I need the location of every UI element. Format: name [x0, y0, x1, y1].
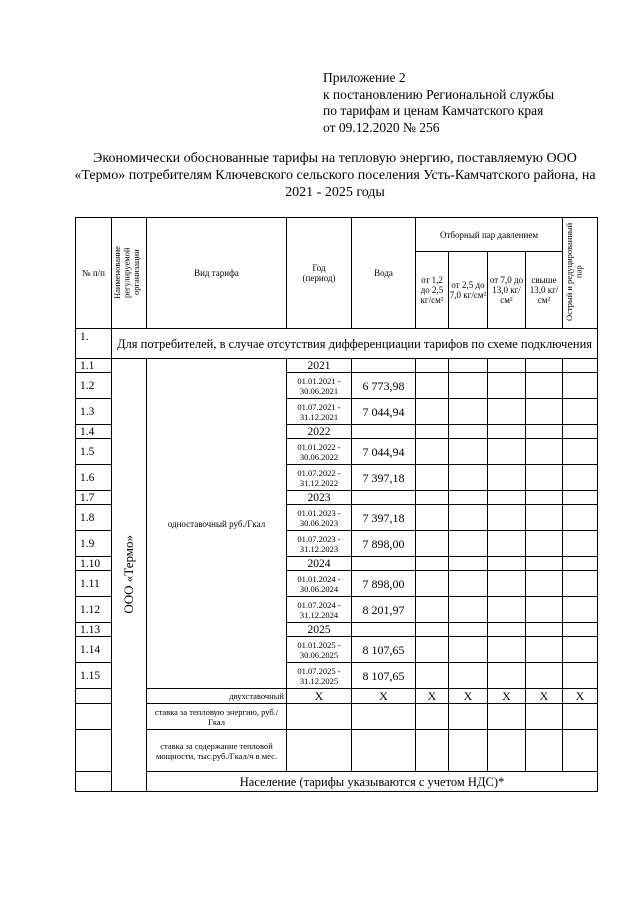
- appendix-line: Приложение 2: [323, 70, 406, 85]
- empty-cell: [526, 557, 563, 571]
- empty-cell: [488, 373, 526, 399]
- header-p4: свыше 13,0 кг/см²: [526, 252, 563, 329]
- empty-cell: [449, 557, 488, 571]
- value-cell: [352, 359, 416, 373]
- empty-cell: [488, 597, 526, 623]
- empty-cell: [287, 730, 352, 772]
- empty-cell: [449, 531, 488, 557]
- org-name: ООО «Термо»: [121, 534, 136, 614]
- empty-cell: [416, 491, 449, 505]
- empty-cell: [449, 637, 488, 663]
- empty-cell: [526, 505, 563, 531]
- capacity-rate-label: ставка за содержание тепловой мощности, тыс.руб./Гкал/ч в мес.: [147, 730, 287, 772]
- empty-cell: [526, 425, 563, 439]
- empty-cell: [563, 637, 598, 663]
- two-rate-label: двухставочный: [147, 689, 287, 704]
- period-cell: 01.07.2021 - 31.12.2021: [287, 399, 352, 425]
- empty-cell: [563, 623, 598, 637]
- empty-cell: [449, 491, 488, 505]
- period-cell: 01.01.2024 - 30.06.2024: [287, 571, 352, 597]
- header-water: Вода: [352, 218, 416, 329]
- empty-cell: [488, 359, 526, 373]
- header-steam: Отборный пар давлением: [416, 218, 563, 252]
- header-sharp-text: Острый и редуцированный пар: [564, 222, 584, 322]
- empty-cell: [416, 571, 449, 597]
- empty-cell: [563, 505, 598, 531]
- value-cell: [352, 491, 416, 505]
- header-org: [112, 218, 147, 329]
- period-cell: 01.01.2025 - 30.06.2025: [287, 637, 352, 663]
- header-p1: от 1,2 до 2,5 кг/см²: [416, 252, 449, 329]
- value-cell: 6 773,98: [352, 373, 416, 399]
- empty-cell: [526, 439, 563, 465]
- empty-cell: [449, 571, 488, 597]
- org-cell: [112, 359, 147, 792]
- empty-cell: [563, 531, 598, 557]
- empty-cell: [563, 465, 598, 491]
- appendix-block: [323, 70, 554, 136]
- empty-cell: [526, 465, 563, 491]
- empty-cell: [526, 637, 563, 663]
- section-num: 1.: [76, 329, 112, 359]
- header-org-text: Наименование регулируемой организации: [112, 245, 141, 299]
- row-num: 1.11: [76, 571, 112, 597]
- row-num: 1.5: [76, 439, 112, 465]
- empty-cell: [488, 399, 526, 425]
- value-cell: 7 397,18: [352, 465, 416, 491]
- period-cell: 01.07.2023 - 31.12.2023: [287, 531, 352, 557]
- x-mark: X: [352, 689, 416, 704]
- row-num: 1.3: [76, 399, 112, 425]
- capacity-rate-row: [76, 730, 598, 772]
- empty-cell: [416, 557, 449, 571]
- value-cell: [352, 425, 416, 439]
- empty-cell: [526, 704, 563, 730]
- empty-cell: [526, 597, 563, 623]
- year-cell: 2022: [287, 425, 352, 439]
- row-num: 1.15: [76, 663, 112, 689]
- period-cell: 01.07.2024 - 31.12.2024: [287, 597, 352, 623]
- tariff-table: [75, 217, 598, 792]
- empty-cell: [488, 557, 526, 571]
- empty-cell: [563, 557, 598, 571]
- row-num: 1.9: [76, 531, 112, 557]
- row-num: 1.10: [76, 557, 112, 571]
- header-sharp: [563, 218, 598, 329]
- value-cell: 7 397,18: [352, 505, 416, 531]
- empty-cell: [526, 531, 563, 557]
- empty-cell: [563, 597, 598, 623]
- header-p2: от 2,5 до 7,0 кг/см²: [449, 252, 488, 329]
- empty-cell: [488, 491, 526, 505]
- empty-cell: [563, 704, 598, 730]
- empty-cell: [488, 637, 526, 663]
- row-num: 1.2: [76, 373, 112, 399]
- empty-cell: [526, 663, 563, 689]
- empty-cell: [449, 373, 488, 399]
- empty-cell: [416, 531, 449, 557]
- empty-cell: [449, 623, 488, 637]
- x-mark: X: [526, 689, 563, 704]
- empty-cell: [526, 623, 563, 637]
- period-cell: 01.01.2023 - 30.06.2023: [287, 505, 352, 531]
- period-cell: 01.07.2025 - 31.12.2025: [287, 663, 352, 689]
- empty-cell: [563, 730, 598, 772]
- empty-cell: [526, 399, 563, 425]
- empty-cell: [488, 730, 526, 772]
- period-cell: 01.07.2022 - 31.12.2022: [287, 465, 352, 491]
- row-num: [76, 730, 112, 772]
- header-p3: от 7,0 до 13,0 кг/см²: [488, 252, 526, 329]
- empty-cell: [449, 505, 488, 531]
- single-rate-cell: одноставочный руб./Гкал: [147, 359, 287, 689]
- row-num: [76, 772, 112, 792]
- empty-cell: [416, 373, 449, 399]
- appendix-line: от 09.12.2020 № 256: [323, 119, 440, 135]
- empty-cell: [563, 359, 598, 373]
- energy-rate-label: ставка за тепловую энергию, руб./Гкал: [147, 704, 287, 730]
- row-num: 1.1: [76, 359, 112, 373]
- table-row: [76, 359, 598, 373]
- appendix-line: к постановлению Региональной службы: [323, 86, 555, 102]
- header-kind: Вид тарифа: [147, 218, 287, 329]
- x-mark: X: [416, 689, 449, 704]
- value-cell: 8 201,97: [352, 597, 416, 623]
- document-title: Экономически обоснованные тарифы на тепловую энергию, поставляемую ООО «Термо» потребителям Ключевского сельского поселения Усть-Камчатского района, на 2021 - 2025 годы: [74, 151, 596, 200]
- value-cell: 7 044,94: [352, 439, 416, 465]
- empty-cell: [563, 663, 598, 689]
- row-num: 1.13: [76, 623, 112, 637]
- year-cell: 2021: [287, 359, 352, 373]
- header-num: № п/п: [76, 218, 112, 329]
- empty-cell: [526, 571, 563, 597]
- population-title: Население (тарифы указываются с учетом НДС)*: [147, 772, 598, 792]
- empty-cell: [416, 597, 449, 623]
- empty-cell: [526, 373, 563, 399]
- empty-cell: [449, 399, 488, 425]
- empty-cell: [449, 439, 488, 465]
- empty-cell: [449, 465, 488, 491]
- row-num: 1.6: [76, 465, 112, 491]
- empty-cell: [488, 531, 526, 557]
- value-cell: 7 044,94: [352, 399, 416, 425]
- empty-cell: [449, 597, 488, 623]
- empty-cell: [449, 359, 488, 373]
- value-cell: 7 898,00: [352, 571, 416, 597]
- population-row: [76, 772, 598, 792]
- period-cell: 01.01.2021 - 30.06.2021: [287, 373, 352, 399]
- year-cell: 2025: [287, 623, 352, 637]
- empty-cell: [416, 465, 449, 491]
- row-num: 1.7: [76, 491, 112, 505]
- value-cell: 8 107,65: [352, 663, 416, 689]
- empty-cell: [416, 505, 449, 531]
- empty-cell: [563, 439, 598, 465]
- year-cell: 2024: [287, 557, 352, 571]
- row-num: [76, 704, 112, 730]
- row-num: 1.14: [76, 637, 112, 663]
- empty-cell: [416, 359, 449, 373]
- empty-cell: [488, 425, 526, 439]
- value-cell: [352, 623, 416, 637]
- empty-cell: [526, 730, 563, 772]
- row-num: 1.4: [76, 425, 112, 439]
- empty-cell: [449, 663, 488, 689]
- empty-cell: [526, 491, 563, 505]
- empty-cell: [416, 425, 449, 439]
- header-year: Год (период): [287, 218, 352, 329]
- empty-cell: [416, 704, 449, 730]
- empty-cell: [416, 439, 449, 465]
- empty-cell: [563, 571, 598, 597]
- value-cell: [352, 557, 416, 571]
- value-cell: 7 898,00: [352, 531, 416, 557]
- energy-rate-row: [76, 704, 598, 730]
- appendix-line: по тарифам и ценам Камчатского края: [323, 103, 544, 118]
- empty-cell: [416, 730, 449, 772]
- empty-cell: [416, 663, 449, 689]
- row-num: 1.8: [76, 505, 112, 531]
- year-cell: 2023: [287, 491, 352, 505]
- period-cell: 01.01.2022 - 30.06.2022: [287, 439, 352, 465]
- empty-cell: [449, 730, 488, 772]
- empty-cell: [563, 373, 598, 399]
- empty-cell: [352, 730, 416, 772]
- empty-cell: [488, 465, 526, 491]
- empty-cell: [449, 704, 488, 730]
- empty-cell: [488, 505, 526, 531]
- empty-cell: [526, 359, 563, 373]
- empty-cell: [449, 425, 488, 439]
- empty-cell: [488, 623, 526, 637]
- empty-cell: [488, 439, 526, 465]
- empty-cell: [287, 704, 352, 730]
- empty-cell: [488, 704, 526, 730]
- value-cell: 8 107,65: [352, 637, 416, 663]
- two-rate-row: [76, 689, 598, 704]
- empty-cell: [416, 399, 449, 425]
- section-title: Для потребителей, в случае отсутствия дифференциации тарифов по схеме подключения: [112, 329, 598, 359]
- empty-cell: [563, 425, 598, 439]
- empty-cell: [563, 491, 598, 505]
- empty-cell: [563, 399, 598, 425]
- empty-cell: [416, 623, 449, 637]
- x-mark: X: [563, 689, 598, 704]
- empty-cell: [416, 637, 449, 663]
- empty-cell: [488, 571, 526, 597]
- x-mark: X: [488, 689, 526, 704]
- x-mark: X: [449, 689, 488, 704]
- row-num: [76, 689, 112, 704]
- x-mark: X: [287, 689, 352, 704]
- row-num: 1.12: [76, 597, 112, 623]
- empty-cell: [352, 704, 416, 730]
- empty-cell: [488, 663, 526, 689]
